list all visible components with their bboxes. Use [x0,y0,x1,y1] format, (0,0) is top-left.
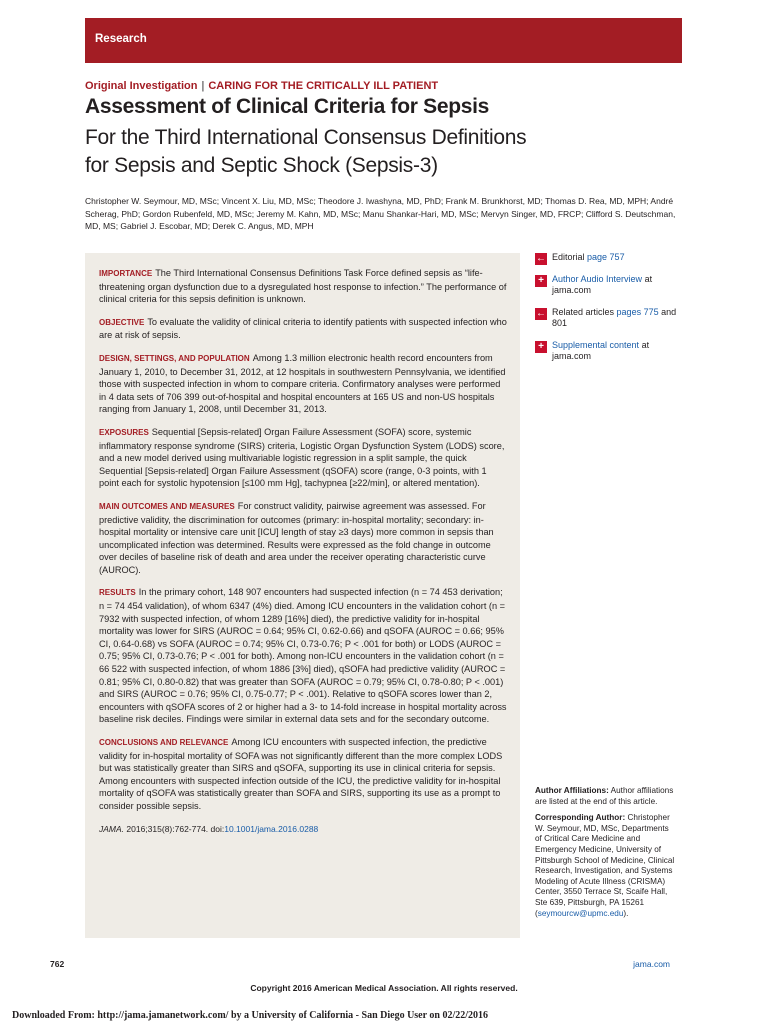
sidebar-label: Editorial [552,252,585,262]
abstract-text: Among ICU encounters with suspected infection, the predictive validity for in-hospital mortality of SOFA was not significantly different than the more complex LODS but was statistically greater than SIRS and qSOFA, supporting its use in clinical criteria for sepsis. Among encounters with suspected infection outside of the ICU, the predictive validity for in-hospital mortality of qSOFA was statistically greater than SOFA and SIRS, supporting its use as a prompt to consider possible sepsis. [99,737,503,811]
sidebar-links [535,252,685,373]
copyright: Copyright 2016 American Medical Association. All rights reserved. [250,983,518,993]
abstract-heading: MAIN OUTCOMES AND MEASURES [99,501,235,511]
arrow-left-icon: ← [536,307,546,319]
page-number: 762 [50,959,65,969]
citation [99,823,508,836]
abstract-text: Among 1.3 million electronic health record encounters from January 1, 2010, to December 31, 2012, at 12 hospitals in southwestern Pennsylvania, we identified those with suspected infection in whom to compare criteria. Confirmatory analyses were performed in 4 data sets of 706 399 out-of-hospital and hospital encounters at 165 US and non-US hospitals ranging from January 1, 2008, until December 31, 2013. [99,352,506,415]
sidebar-suffix: at jama.com [552,273,653,295]
sidebar-item-editorial [535,252,685,264]
corresponding-author-heading: Corresponding Author: [535,813,626,823]
abstract-heading: IMPORTANCE [99,269,153,278]
abstract-text: The Third International Consensus Definitions Task Force defined sepsis as “life-threatening organ dysfunction due to a dysregulated host response to infection.” The performance of clinical criteria for this sepsis definition is unknown. [99,268,507,305]
section-label: Original Investigation [85,80,198,92]
abstract-text: In the primary cohort, 148 907 encounters had suspected infection (n = 74 453 derivation; n = 74 454 validation), of whom 6347 (4%) died. Among ICU encounters in the validation cohort (n = 7932 with suspected infection, of whom 1289 [16%] died), the predictive validity for in-hospital mortality was lower for SIRS (AUROC = 0.64; 95% CI, 0.62-0.66) and qSOFA (AUROC = 0.66; 95% CI, 0.64-0.68) vs SOFA (AUROC = 0.74; 95% CI, 0.73-0.76; P < .001 for both) or LODS (AUROC = 0.75; 95% CI, 0.73-0.76; P < .001 for both). Among non-ICU encounters in the validation cohort (n = 66 522 with suspected infection, of whom 1886 [3%] died), qSOFA had predictive validity (AUROC = 0.81; 95% CI, 0.80-0.82) that was greater than SOFA (AUROC = 0.79; 95% CI, 0.78-0.80; P < .001) and SIRS (AUROC = 0.76; 95% CI, 0.75-0.77; P < .001). Relative to qSOFA scores lower than 2, encounters with qSOFA scores of 2 or higher had a 3- to 14-fold increase in hospital mortality across baseline risk deciles. Findings were similar in external data sets and for the secondary outcome. [99,587,507,725]
abstract-box [85,253,520,938]
arrow-left-icon: ← [536,253,546,264]
citation-details: 2016;315(8):762-774. doi: [126,823,225,834]
article-title: Assessment of Clinical Criteria for Sepsis [85,95,490,118]
sidebar-label: Related articles [552,306,615,317]
abstract-heading: CONCLUSIONS AND RELEVANCE [99,738,229,747]
author-affiliations [535,786,675,919]
abstract-text: For construct validity, pairwise agreement was assessed. For predictive validity, the discrimination for outcomes (primary: in-hospital mortality; secondary: in-hospital mortality or intensive care unit [ICU] length of stay ≥3 days) more common in sepsis than uncomplicated infection was determined. Results were expressed as the fold change in outcome over deciles of baseline risk of death and area under the receiver operating characteristic curve (AUROC). [99,500,494,575]
sidebar-item-audio [535,274,685,297]
download-notice: Downloaded From: http://jama.jamanetwork.com/ by a University of California - San Diego User on 02/22/2016 [12,1010,488,1021]
affiliations-text: Author affiliations are listed at the end of this article. [535,786,674,806]
corresponding-author-paragraph [535,813,675,919]
abstract-heading: RESULTS [99,588,136,598]
site-link[interactable]: jama.com [633,959,670,969]
abstract-heading: DESIGN, SETTINGS, AND POPULATION [99,353,250,363]
abstract-conclusions [99,736,508,813]
abstract-exposures [99,426,508,490]
audio-interview-link[interactable]: Author Audio Interview [552,273,643,284]
supplemental-content-link[interactable]: Supplemental content [552,339,640,350]
abstract-objective [99,316,508,342]
sidebar-suffix: at jama.com [552,339,650,361]
abstract-importance [99,267,508,306]
corresponding-author-text: Christopher W. Seymour, MD, MSc, Departments of Critical Care Medicine and Emergency Medicine, University of Pittsburgh School of Medicine, Clinical Research, Investigation, and Systems Modeling of Acute Illness (CRISMA) Center, 3550 Terrace St, Scaife Hall, Ste 639, Pittsburgh, PA 15261 ( [535,813,675,918]
sidebar-item-related [535,307,685,330]
section-line [85,80,438,92]
citation-journal: JAMA. [99,823,125,834]
sidebar-suffix: and 801 [552,306,677,328]
research-banner [85,18,682,63]
section-separator: | [201,80,205,92]
abstract-results [99,586,508,726]
series-label: CARING FOR THE CRITICALLY ILL PATIENT [208,80,439,92]
corresponding-author-end: ). [623,908,629,918]
abstract-heading: EXPOSURES [99,427,149,437]
affiliations-heading: Author Affiliations: [535,786,609,795]
abstract-heading: OBJECTIVE [99,317,145,327]
article-subtitle: For the Third International Consensus Definitions for Sepsis and Septic Shock (Sepsis-3) [85,126,527,177]
editorial-link[interactable]: page 757 [587,252,625,262]
email-link[interactable]: seymourcw@upmc.edu [537,908,624,918]
banner-label: Research [95,33,147,45]
author-list: Christopher W. Seymour, MD, MSc; Vincent X. Liu, MD, MSc; Theodore J. Iwashyna, MD, PhD; Frank M. Brunkhorst, MD; Thomas D. Rea, MD, MPH; André Scherag, PhD; Gordon Rubenfeld, MD, MSc; Jeremy M. Kahn, MD, MSc; Manu Shankar-Hari, MD, MSc; Mervyn Singer, MD, FRCP; Clifford S. Deutschman, MD, MS; Gabriel J. Escobar, MD; Derek C. Angus, MD, MPH [85,196,676,231]
sidebar-item-supplemental [535,340,685,363]
abstract-text: To evaluate the validity of clinical criteria to identify patients with suspected infection who are at risk of sepsis. [99,316,507,341]
doi-link[interactable]: 10.1001/jama.2016.0288 [224,823,319,834]
abstract-design [99,352,508,416]
related-articles-link[interactable]: pages 775 [616,306,659,317]
plus-icon: + [535,275,547,287]
abstract-outcomes [99,500,508,577]
plus-icon: + [535,341,547,353]
abstract-text: Sequential [Sepsis-related] Organ Failure Assessment (SOFA) score, systemic inflammatory response syndrome (SIRS) criteria, Logistic Organ Dysfunction System (LODS) score, and a new model derived using multivariable logistic regression in a split sample, the quick Sequential [Sepsis-related] Organ Failure Assessment (qSOFA) score (range, 0-3 points, with 1 point each for systolic hypotension [≤100 mm Hg], tachypnea [≥22/min], or altered mentation). [99,426,505,489]
affiliations-paragraph [535,786,675,807]
